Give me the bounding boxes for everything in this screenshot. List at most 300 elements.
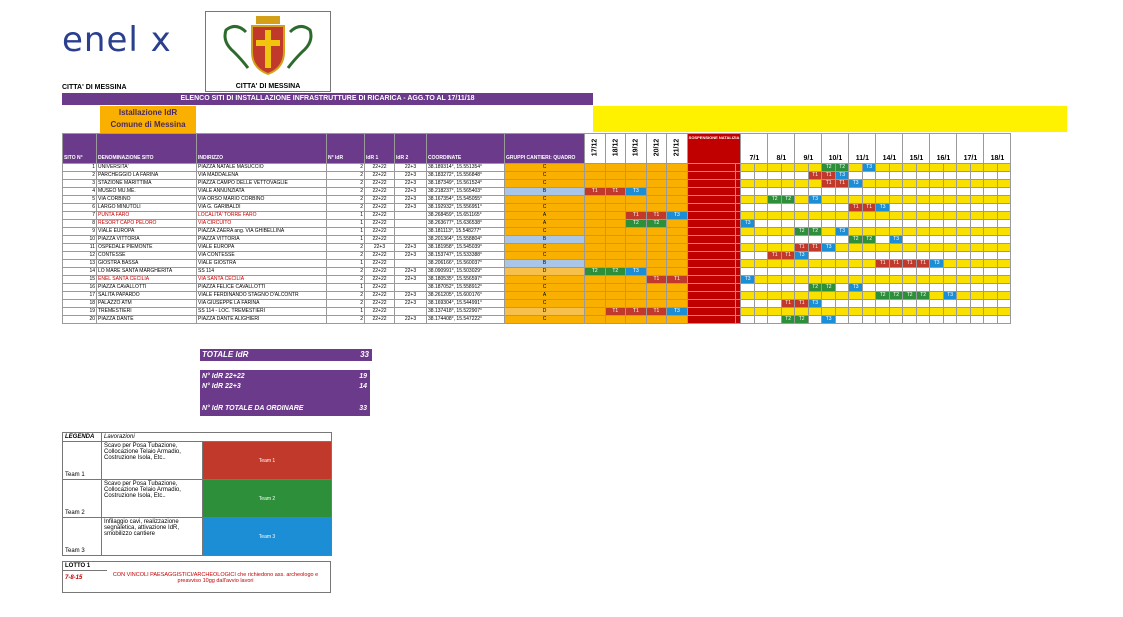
- schedule-cell: [876, 212, 890, 220]
- city-crest: [205, 11, 331, 92]
- schedule-cell: [646, 228, 667, 236]
- site-idr-count: 1: [327, 260, 365, 268]
- schedule-cell: [903, 164, 917, 172]
- suspension-cell: [687, 292, 735, 300]
- site-coordinates: 38.192932°, 15.556951°: [427, 204, 505, 212]
- schedule-cell: [997, 244, 1011, 252]
- schedule-cell: [916, 196, 930, 204]
- date-label: 21/12: [673, 138, 681, 157]
- schedule-cell: [943, 300, 957, 308]
- schedule-cell: [741, 260, 755, 268]
- schedule-cell: [916, 164, 930, 172]
- schedule-cell: [781, 236, 795, 244]
- schedule-cell: [667, 196, 688, 204]
- schedule-cell: [930, 308, 944, 316]
- schedule-cell: [957, 196, 971, 204]
- schedule-cell: [741, 252, 755, 260]
- schedule-cell: T3: [862, 164, 876, 172]
- table-row: [63, 196, 1011, 204]
- schedule-cell: [781, 188, 795, 196]
- schedule-cell: [957, 260, 971, 268]
- schedule-cell: [970, 220, 984, 228]
- schedule-cell: [970, 196, 984, 204]
- site-number: 15: [63, 276, 97, 284]
- schedule-cell: [667, 260, 688, 268]
- suspension-cell: [687, 316, 735, 324]
- date-header: 11/1: [849, 134, 876, 164]
- schedule-cell: [957, 292, 971, 300]
- schedule-cell: T2: [646, 220, 667, 228]
- schedule-cell: [984, 284, 998, 292]
- schedule-cell: [970, 268, 984, 276]
- schedule-cell: [741, 212, 755, 220]
- site-idr-count: 2: [327, 180, 365, 188]
- schedule-cell: [781, 244, 795, 252]
- schedule-cell: T1: [646, 212, 667, 220]
- schedule-cell: T3: [849, 180, 863, 188]
- schedule-cell: [970, 276, 984, 284]
- schedule-cell: T1: [849, 204, 863, 212]
- schedule-cell: [862, 244, 876, 252]
- site-idr2: 22+3: [395, 268, 427, 276]
- schedule-cell: [849, 308, 863, 316]
- site-idr2: 22+3: [395, 172, 427, 180]
- schedule-cell: [943, 308, 957, 316]
- schedule-cell: [984, 180, 998, 188]
- schedule-cell: [605, 260, 626, 268]
- schedule-cell: T2: [795, 316, 809, 324]
- schedule-cell: [646, 164, 667, 172]
- legend-desc: Scavo per Posa Tubazione, Collocazione Telaio Armadio, Costruzione Isola, Etc..: [102, 480, 203, 518]
- schedule-cell: [768, 276, 782, 284]
- schedule-cell: [903, 188, 917, 196]
- site-idr1: 22+22: [365, 220, 395, 228]
- schedule-cell: [862, 300, 876, 308]
- schedule-cell: [768, 188, 782, 196]
- schedule-cell: [984, 252, 998, 260]
- site-name: UNIVERSITA': [97, 164, 197, 172]
- schedule-cell: [754, 212, 768, 220]
- site-idr-count: 1: [327, 220, 365, 228]
- schedule-cell: [849, 300, 863, 308]
- schedule-cell: [585, 172, 606, 180]
- schedule-cell: T3: [822, 244, 836, 252]
- schedule-cell: [646, 252, 667, 260]
- schedule-cell: [822, 252, 836, 260]
- site-coordinates: 38.183272°, 15.556848°: [427, 172, 505, 180]
- schedule-cell: [916, 236, 930, 244]
- schedule-cell: [795, 180, 809, 188]
- site-idr1: 22+22: [365, 284, 395, 292]
- suspension-cell: [687, 212, 735, 220]
- schedule-cell: [876, 308, 890, 316]
- schedule-cell: [667, 236, 688, 244]
- site-coordinates: 38.218237°, 15.565403°: [427, 188, 505, 196]
- site-idr-count: 2: [327, 172, 365, 180]
- schedule-cell: [849, 172, 863, 180]
- schedule-cell: [626, 172, 647, 180]
- schedule-cell: [781, 268, 795, 276]
- site-idr-count: 2: [327, 244, 365, 252]
- schedule-cell: [984, 300, 998, 308]
- schedule-cell: [862, 228, 876, 236]
- schedule-cell: [626, 236, 647, 244]
- header-name: DENOMINAZIONE SITO: [97, 134, 197, 164]
- schedule-cell: [997, 236, 1011, 244]
- schedule-cell: [876, 300, 890, 308]
- schedule-cell: [646, 300, 667, 308]
- site-idr1: 22+3: [365, 244, 395, 252]
- schedule-cell: [646, 204, 667, 212]
- schedule-cell: [916, 300, 930, 308]
- site-idr2: 22+3: [395, 252, 427, 260]
- schedule-cell: [626, 196, 647, 204]
- schedule-cell: [795, 196, 809, 204]
- site-number: 8: [63, 220, 97, 228]
- site-name: MUSEO MU.ME.: [97, 188, 197, 196]
- schedule-cell: [849, 188, 863, 196]
- table-row: [63, 204, 1011, 212]
- schedule-cell: [889, 252, 903, 260]
- schedule-cell: [943, 228, 957, 236]
- schedule-cell: [957, 188, 971, 196]
- schedule-cell: [754, 220, 768, 228]
- legend-sub: Lavorazioni: [102, 433, 332, 442]
- date-header: [605, 134, 626, 164]
- site-idr2: [395, 228, 427, 236]
- date-header: 7/1: [741, 134, 768, 164]
- schedule-cell: [943, 252, 957, 260]
- schedule-cell: [970, 180, 984, 188]
- schedule-cell: [822, 204, 836, 212]
- schedule-cell: T1: [876, 260, 890, 268]
- schedule-cell: T1: [835, 180, 849, 188]
- schedule-cell: [741, 172, 755, 180]
- site-address: VIA CONTESSE: [197, 252, 327, 260]
- schedule-cell: [903, 316, 917, 324]
- schedule-cell: [605, 228, 626, 236]
- site-group: C: [505, 180, 585, 188]
- schedule-cell: [889, 276, 903, 284]
- schedule-cell: [626, 244, 647, 252]
- schedule-cell: [916, 252, 930, 260]
- site-group: C: [505, 244, 585, 252]
- site-group: C: [505, 284, 585, 292]
- schedule-cell: [862, 284, 876, 292]
- site-coordinates: 38.137418°, 15.522907°: [427, 308, 505, 316]
- summary-label: N° IdR 22+3: [202, 383, 241, 390]
- suspension-cell: [687, 252, 735, 260]
- schedule-cell: [754, 244, 768, 252]
- schedule-cell: [903, 268, 917, 276]
- schedule-cell: [862, 196, 876, 204]
- schedule-cell: [781, 164, 795, 172]
- schedule-cell: [626, 204, 647, 212]
- date-label: 18/12: [611, 138, 619, 157]
- schedule-cell: [876, 196, 890, 204]
- legend-swatch-team1: Team 1: [203, 442, 332, 480]
- site-idr2: [395, 212, 427, 220]
- table-row: [63, 188, 1011, 196]
- schedule-cell: [741, 204, 755, 212]
- site-number: 2: [63, 172, 97, 180]
- site-address: VIA G. GARIBALDI: [197, 204, 327, 212]
- schedule-cell: [754, 268, 768, 276]
- schedule-cell: [984, 292, 998, 300]
- site-name: PIAZZA CAVALLOTTI: [97, 284, 197, 292]
- lotto-box: [62, 561, 331, 593]
- schedule-cell: [876, 316, 890, 324]
- schedule-cell: [808, 260, 822, 268]
- schedule-cell: T2: [822, 284, 836, 292]
- schedule-cell: [585, 204, 606, 212]
- schedule-cell: T2: [808, 284, 822, 292]
- schedule-cell: [916, 204, 930, 212]
- schedule-cell: [667, 252, 688, 260]
- schedule-cell: [585, 300, 606, 308]
- schedule-cell: T3: [626, 188, 647, 196]
- suspension-cell: [687, 172, 735, 180]
- schedule-cell: [822, 292, 836, 300]
- schedule-cell: [889, 244, 903, 252]
- site-address: PIAZZA VITTORIA: [197, 236, 327, 244]
- schedule-cell: [876, 284, 890, 292]
- site-number: 18: [63, 300, 97, 308]
- schedule-cell: [605, 196, 626, 204]
- schedule-cell: [849, 196, 863, 204]
- site-idr1: 22+22: [365, 308, 395, 316]
- schedule-cell: [781, 276, 795, 284]
- schedule-cell: [781, 228, 795, 236]
- schedule-cell: [943, 172, 957, 180]
- install-box: [100, 106, 196, 133]
- date-header: [667, 134, 688, 164]
- site-idr-count: 2: [327, 316, 365, 324]
- legend-team: Team 3: [63, 518, 102, 556]
- schedule-cell: [903, 276, 917, 284]
- schedule-cell: [808, 276, 822, 284]
- schedule-cell: [957, 316, 971, 324]
- schedule-cell: [849, 292, 863, 300]
- site-name: CONTESSE: [97, 252, 197, 260]
- site-group: B: [505, 188, 585, 196]
- schedule-cell: [605, 220, 626, 228]
- suspension-cell: [687, 236, 735, 244]
- site-coordinates: 38.181113°, 15.548277°: [427, 228, 505, 236]
- schedule-cell: [835, 292, 849, 300]
- schedule-cell: [862, 252, 876, 260]
- site-coordinates: 38.174408°, 15.547222°: [427, 316, 505, 324]
- schedule-cell: [835, 212, 849, 220]
- suspension-cell: [687, 300, 735, 308]
- site-group: A: [505, 212, 585, 220]
- schedule-cell: [862, 260, 876, 268]
- schedule-cell: [997, 252, 1011, 260]
- suspension-cell: [687, 268, 735, 276]
- schedule-cell: [984, 260, 998, 268]
- suspension-cell: [687, 196, 735, 204]
- site-idr2: [395, 308, 427, 316]
- schedule-cell: [889, 180, 903, 188]
- schedule-cell: [626, 260, 647, 268]
- schedule-cell: [849, 276, 863, 284]
- schedule-cell: [943, 268, 957, 276]
- site-coordinates: 38.263677°, 15.636538°: [427, 220, 505, 228]
- schedule-cell: [768, 260, 782, 268]
- site-name: PALAZZO ATM: [97, 300, 197, 308]
- schedule-cell: [605, 236, 626, 244]
- date-label: 17/12: [591, 138, 599, 157]
- schedule-cell: [795, 204, 809, 212]
- site-idr1: 22+22: [365, 260, 395, 268]
- schedule-cell: [835, 284, 849, 292]
- schedule-cell: [970, 252, 984, 260]
- site-name: VIA CORBINO: [97, 196, 197, 204]
- schedule-cell: [626, 300, 647, 308]
- schedule-cell: T2: [849, 236, 863, 244]
- suspension-cell: [687, 284, 735, 292]
- schedule-cell: [822, 228, 836, 236]
- schedule-cell: [930, 180, 944, 188]
- schedule-cell: T2: [781, 196, 795, 204]
- schedule-cell: [876, 236, 890, 244]
- schedule-cell: [667, 180, 688, 188]
- schedule-cell: T3: [876, 204, 890, 212]
- site-address: PIAZZA ZAERA ang. VIA GHIBELLINA: [197, 228, 327, 236]
- schedule-cell: [646, 236, 667, 244]
- schedule-cell: [781, 172, 795, 180]
- site-coordinates: 38.167354°, 15.545055°: [427, 196, 505, 204]
- schedule-cell: [585, 276, 606, 284]
- schedule-cell: [997, 300, 1011, 308]
- site-idr2: 22+3: [395, 300, 427, 308]
- schedule-cell: [795, 292, 809, 300]
- site-name: PIAZZA VITTORIA: [97, 236, 197, 244]
- schedule-cell: [849, 228, 863, 236]
- site-idr-count: 2: [327, 292, 365, 300]
- schedule-cell: [754, 308, 768, 316]
- site-coordinates: 38.268459°, 15.651165°: [427, 212, 505, 220]
- schedule-cell: [768, 228, 782, 236]
- schedule-cell: [781, 308, 795, 316]
- schedule-cell: [916, 316, 930, 324]
- site-group: C: [505, 316, 585, 324]
- header-coords: COORDINATE: [427, 134, 505, 164]
- schedule-cell: [585, 244, 606, 252]
- schedule-cell: [876, 244, 890, 252]
- schedule-cell: [835, 276, 849, 284]
- schedule-cell: [876, 180, 890, 188]
- schedule-cell: T2: [795, 228, 809, 236]
- schedule-cell: [768, 220, 782, 228]
- schedule-cell: [903, 236, 917, 244]
- schedule-cell: [646, 180, 667, 188]
- schedule-cell: [768, 300, 782, 308]
- schedule-cell: [822, 196, 836, 204]
- site-number: 19: [63, 308, 97, 316]
- site-name: RESORT CAPO PELORO: [97, 220, 197, 228]
- site-idr-count: 2: [327, 196, 365, 204]
- table-row: [63, 276, 1011, 284]
- schedule-cell: [997, 284, 1011, 292]
- schedule-cell: [741, 244, 755, 252]
- schedule-cell: [585, 260, 606, 268]
- schedule-cell: [984, 316, 998, 324]
- schedule-cell: T1: [781, 252, 795, 260]
- schedule-cell: [997, 292, 1011, 300]
- site-idr1: 22+22: [365, 164, 395, 172]
- site-number: 13: [63, 260, 97, 268]
- schedule-cell: [943, 196, 957, 204]
- schedule-cell: [970, 228, 984, 236]
- table-row: [63, 252, 1011, 260]
- schedule-cell: T1: [605, 188, 626, 196]
- schedule-cell: [795, 164, 809, 172]
- schedule-cell: [862, 212, 876, 220]
- table-row: [63, 244, 1011, 252]
- lotto-note: CON VINCOLI PAESAGGISTICI/ARCHEOLOGICI che richiedono ass. archeologo e preavviso 10gg dall'avvio lavori: [112, 572, 319, 584]
- schedule-cell: [646, 260, 667, 268]
- schedule-cell: [605, 284, 626, 292]
- date-label: 19/12: [632, 138, 640, 157]
- schedule-cell: [889, 284, 903, 292]
- schedule-cell: T3: [835, 172, 849, 180]
- schedule-cell: T3: [930, 260, 944, 268]
- schedule-cell: [943, 316, 957, 324]
- site-address: PIAZZA NATALE MASUCCIO: [197, 164, 327, 172]
- schedule-cell: [997, 268, 1011, 276]
- site-name: LARGO MINUTOLI: [97, 204, 197, 212]
- schedule-cell: [795, 260, 809, 268]
- site-group: A: [505, 292, 585, 300]
- schedule-cell: [930, 212, 944, 220]
- site-name: LO MARE SANTA MARGHERITA: [97, 268, 197, 276]
- header-group: GRUPPI CANTIERI: QUADRO: [505, 134, 585, 164]
- site-coordinates: 38.169304°, 15.544991°: [427, 300, 505, 308]
- site-number: 11: [63, 244, 97, 252]
- schedule-cell: [741, 316, 755, 324]
- schedule-cell: [667, 204, 688, 212]
- schedule-cell: [957, 228, 971, 236]
- suspension-cell: [687, 180, 735, 188]
- schedule-cell: [862, 268, 876, 276]
- schedule-cell: [795, 236, 809, 244]
- legend-swatch-team2: Team 2: [203, 480, 332, 518]
- schedule-cell: T3: [741, 220, 755, 228]
- schedule-cell: T3: [822, 316, 836, 324]
- schedule-cell: [768, 236, 782, 244]
- site-address: SS 114 - LOC. TREMESTIERI: [197, 308, 327, 316]
- schedule-cell: [667, 316, 688, 324]
- site-group: C: [505, 300, 585, 308]
- schedule-cell: [984, 228, 998, 236]
- schedule-cell: [754, 164, 768, 172]
- crest-caption: CITTA' DI MESSINA: [235, 83, 301, 90]
- summary-label: N° IdR 22+22: [202, 373, 245, 380]
- schedule-cell: [754, 180, 768, 188]
- schedule-cell: [822, 276, 836, 284]
- site-idr1: 22+22: [365, 292, 395, 300]
- schedule-cell: [930, 276, 944, 284]
- schedule-cell: [808, 252, 822, 260]
- schedule-cell: [862, 180, 876, 188]
- site-idr2: 22+3: [395, 196, 427, 204]
- site-number: 1: [63, 164, 97, 172]
- schedule-cell: T2: [626, 220, 647, 228]
- site-name: VIALE EUROPA: [97, 228, 197, 236]
- schedule-cell: [781, 204, 795, 212]
- schedule-cell: [957, 268, 971, 276]
